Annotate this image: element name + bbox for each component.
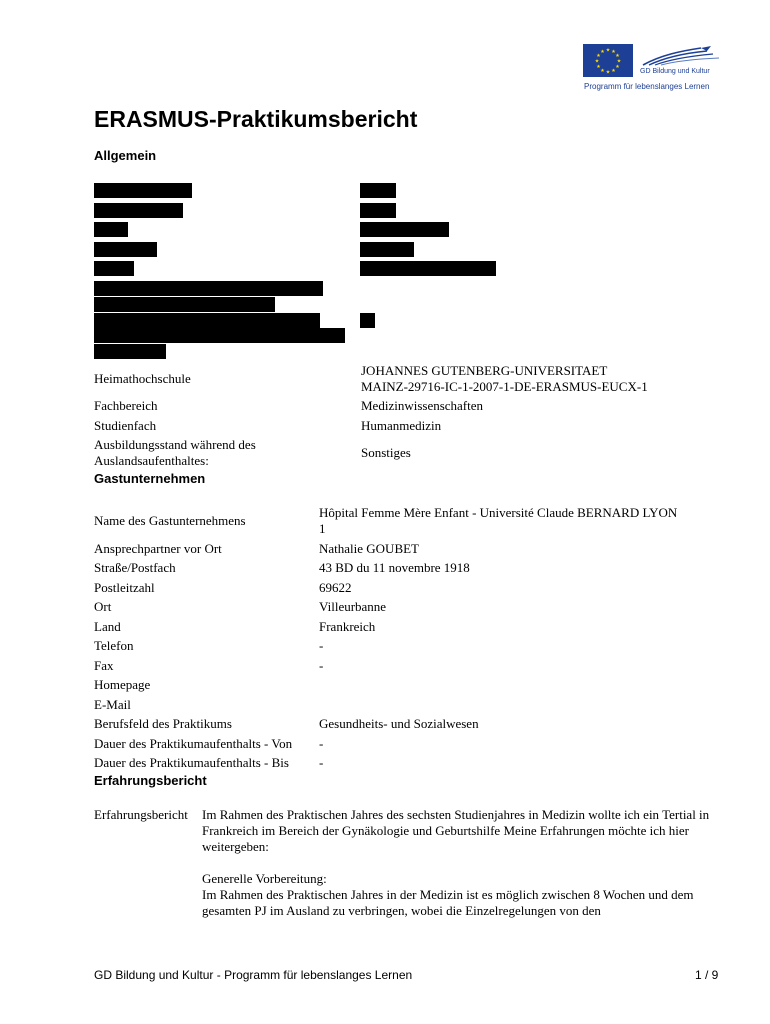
redaction-bar	[94, 242, 157, 257]
report-paragraph-vorbereitung: Im Rahmen des Praktischen Jahres in der Medizin ist es möglich zwischen 8 Wochen und dem gesamten PJ im Ausland zu verbringen, wobei die Einzelregelungen von den	[202, 887, 694, 918]
field-value-heimathochschule-name: JOHANNES GUTENBERG-UNIVERSITAET	[361, 363, 608, 378]
field-label-erfahrungsbericht: Erfahrungsbericht	[94, 807, 188, 822]
redaction-bar	[94, 183, 192, 198]
redaction-bar	[94, 328, 345, 343]
field-label-heimathochschule: Heimathochschule	[94, 371, 191, 386]
page-number: 1 / 9	[695, 968, 719, 982]
field-value-land: Frankreich	[319, 619, 376, 634]
field-value-ansprechpartner: Nathalie GOUBET	[319, 541, 420, 556]
logo-programme-text: Programm für lebenslanges Lernen	[584, 82, 710, 91]
programme-logo	[583, 44, 728, 92]
redaction-bar	[360, 183, 396, 198]
svg-text:★: ★	[615, 53, 620, 59]
redaction-bar	[360, 242, 414, 257]
eu-flag-icon	[583, 44, 633, 77]
field-label-ort: Ort	[94, 599, 112, 614]
section-heading-erfahrungsbericht: Erfahrungsbericht	[94, 773, 207, 788]
field-value-gastunternehmen-name-cont: 1	[319, 521, 326, 536]
svg-text:★: ★	[615, 64, 620, 70]
field-label-land: Land	[94, 619, 121, 634]
field-label-dauer-bis: Dauer des Praktikumaufenthalts - Bis	[94, 755, 289, 770]
svg-text:★: ★	[605, 47, 611, 54]
page-title: ERASMUS-Praktikumsbericht	[94, 106, 418, 132]
field-value-ort: Villeurbanne	[319, 599, 387, 614]
wings-icon	[641, 45, 723, 67]
field-value-studienfach: Humanmedizin	[361, 418, 442, 433]
svg-text:★: ★	[611, 68, 616, 74]
redaction-bar	[94, 297, 275, 312]
svg-text:★: ★	[616, 58, 622, 65]
section-heading-allgemein: Allgemein	[94, 148, 157, 163]
redaction-bar	[360, 203, 396, 218]
field-label-ausbildungsstand-cont: Auslandsaufenthaltes:	[94, 453, 209, 468]
redaction-bar	[94, 261, 134, 276]
svg-text:★: ★	[600, 68, 605, 74]
logo-agency-text: GD Bildung und Kultur	[640, 68, 710, 75]
field-label-strasse: Straße/Postfach	[94, 560, 176, 575]
svg-text:★: ★	[600, 49, 605, 55]
field-value-fachbereich: Medizinwissenschaften	[361, 398, 484, 413]
redaction-bar	[360, 313, 375, 328]
report-paragraph-intro: Im Rahmen des Praktischen Jahres des sechsten Studienjahres in Medizin wollte ich ein Tertial in Frankreich im Bereich der Gynäkologie und Geburtshilfe Meine Erfahrungen möchte ich hier weitergeben:	[202, 807, 710, 854]
field-label-ansprechpartner: Ansprechpartner vor Ort	[94, 541, 222, 556]
redaction-bar	[360, 222, 449, 237]
field-value-berufsfeld: Gesundheits- und Sozialwesen	[319, 716, 479, 731]
field-label-fax: Fax	[94, 658, 114, 673]
redaction-bar	[94, 281, 323, 296]
field-value-gastunternehmen-name: Hôpital Femme Mère Enfant - Université Claude BERNARD LYON	[319, 505, 678, 520]
field-value-ausbildungsstand: Sonstiges	[361, 445, 411, 460]
field-label-ausbildungsstand: Ausbildungsstand während des	[94, 437, 256, 452]
svg-text:★: ★	[611, 49, 616, 55]
redaction-bar	[94, 203, 183, 218]
field-label-gastunternehmen-name: Name des Gastunternehmens	[94, 513, 246, 528]
section-heading-gastunternehmen: Gastunternehmen	[94, 471, 206, 486]
field-label-homepage: Homepage	[94, 677, 151, 692]
svg-text:★: ★	[596, 53, 601, 59]
field-value-strasse: 43 BD du 11 novembre 1918	[319, 560, 470, 575]
field-value-dauer-von: -	[319, 736, 324, 751]
redaction-bar	[94, 313, 320, 328]
report-subheading-vorbereitung: Generelle Vorbereitung:	[202, 871, 327, 886]
field-value-postleitzahl: 69622	[319, 580, 352, 595]
svg-text:★: ★	[594, 58, 600, 65]
field-label-email: E-Mail	[94, 697, 131, 712]
field-value-dauer-bis: -	[319, 755, 324, 770]
svg-text:★: ★	[596, 64, 601, 70]
field-label-telefon: Telefon	[94, 638, 134, 653]
field-value-telefon: -	[319, 638, 324, 653]
field-value-fax: -	[319, 658, 324, 673]
field-value-heimathochschule-code: MAINZ-29716-IC-1-2007-1-DE-ERASMUS-EUCX-1	[361, 379, 648, 394]
redaction-bar	[94, 344, 166, 359]
field-label-postleitzahl: Postleitzahl	[94, 580, 155, 595]
redaction-bar	[360, 261, 496, 276]
field-label-berufsfeld: Berufsfeld des Praktikums	[94, 716, 232, 731]
svg-text:★: ★	[605, 69, 611, 76]
footer-programme-text: GD Bildung und Kultur - Programm für lebenslanges Lernen	[94, 968, 413, 982]
field-label-studienfach: Studienfach	[94, 418, 157, 433]
field-label-dauer-von: Dauer des Praktikumaufenthalts - Von	[94, 736, 293, 751]
field-label-fachbereich: Fachbereich	[94, 398, 158, 413]
redaction-bar	[94, 222, 128, 237]
